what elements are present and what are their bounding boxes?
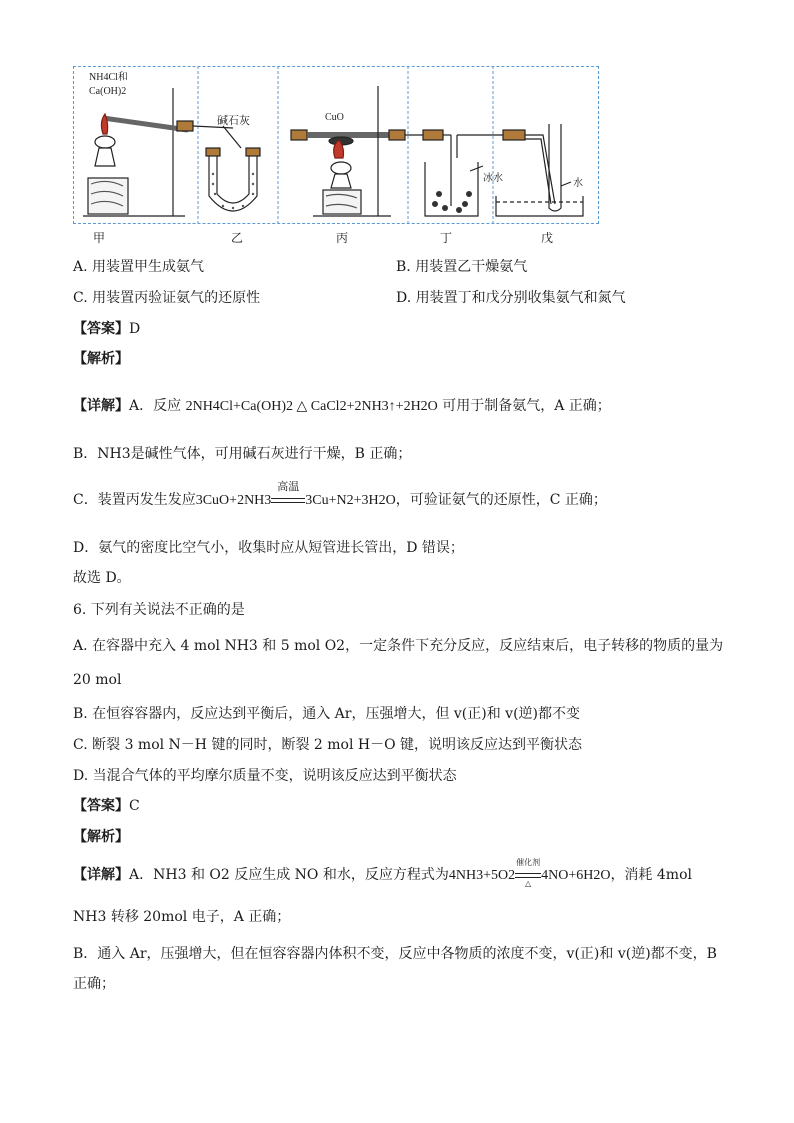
- q6-answer-line: [73, 795, 140, 815]
- label-lime: 碱石灰: [217, 114, 250, 127]
- answer-tag: 【答案】: [73, 798, 129, 814]
- apparatus-yi: [206, 126, 260, 211]
- q6-detail-b-line1: B．通入 Ar，压强增大，但在恒容容器内体积不变，反应中各物质的浓度不变，v(正)和 v(逆)都不变，B: [73, 946, 717, 962]
- label-nh4cl: NH4Cl和: [89, 72, 128, 83]
- q6-option-a-line1: A. 在容器中充入 4 mol NH3 和 5 mol O2，一定条件下充分反应，反应结束后，电子转移的物质的量为: [73, 638, 724, 654]
- q6-detail-a-pre: A．: [129, 867, 154, 883]
- q5-detail-c-pre: C．装置丙发生发应: [73, 492, 196, 508]
- q6-detail-a-line2: NH3 转移 20mol 电子，A 正确；: [73, 909, 291, 925]
- caption-bing: 丙: [336, 231, 349, 245]
- q6-option-d: D. 当混合气体的平均摩尔质量不变，说明该反应达到平衡状态: [73, 768, 457, 784]
- q6-detail-a-post: ，消耗 4mol: [610, 867, 692, 883]
- q6-detail-b-line2: 正确；: [73, 976, 115, 992]
- caption-jia: 甲: [93, 231, 106, 245]
- q6-option-c: C. 断裂 3 mol N－H 键的同时，断裂 2 mol H－O 键，说明该反应达到平衡状态: [73, 737, 583, 753]
- detail-tag: 【详解】: [73, 398, 129, 414]
- q6-option-a-line2: 20 mol: [73, 672, 122, 688]
- q5-detail-a-post: 可用于制备氨气，A 正确；: [442, 398, 611, 414]
- q5-option-a: A. 用装置甲生成氨气: [73, 259, 205, 275]
- q6-equation-left: 4NH3+5O2: [448, 868, 516, 883]
- q5-detail-c-post: ，可验证氨气的还原性，C 正确；: [395, 492, 607, 508]
- q6-equation-right: 4NO+6H2O: [541, 868, 611, 883]
- detail-tag: 【详解】: [73, 867, 129, 883]
- q5-answer: D: [129, 321, 141, 337]
- q6-stem: 6. 下列有关说法不正确的是: [73, 602, 245, 618]
- q5-detail-b: B．NH3是碱性气体，可用碱石灰进行干燥，B 正确；: [73, 446, 412, 462]
- q5-equation-c-right: 3Cu+N2+3H2O: [305, 493, 396, 508]
- q5-equation-a: 2NH4Cl+Ca(OH)2 △ CaCl2+2NH3↑+2H2O: [185, 399, 438, 414]
- q5-option-c: C. 用装置丙验证氨气的还原性: [73, 290, 261, 306]
- label-water: 水: [573, 178, 583, 189]
- q5-analysis-tag: 【解析】: [73, 351, 129, 367]
- q6-equation-condition-top: 催化剂: [516, 858, 541, 867]
- label-cuo: CuO: [325, 112, 344, 123]
- apparatus-bing: [291, 86, 405, 216]
- q6-analysis-tag: 【解析】: [73, 829, 129, 845]
- caption-wu: 戊: [541, 231, 554, 245]
- label-caoh2: Ca(OH)2: [89, 86, 127, 97]
- q5-equation-c-condition: 高温: [277, 480, 300, 493]
- q6-answer: C: [129, 798, 140, 814]
- q5-equation-c-left: 3CuO+2NH3: [195, 493, 272, 508]
- q5-option-b: B. 用装置乙干燥氨气: [396, 259, 528, 275]
- q5-detail-a-pre: A．反应: [129, 398, 182, 414]
- q5-answer-line: [73, 318, 140, 338]
- q5-equation-c-arrow: [271, 480, 305, 508]
- caption-ding: 丁: [440, 231, 453, 245]
- apparatus-wu: [496, 124, 583, 216]
- q5-detail-a: [73, 395, 611, 415]
- q6-detail-a-mid: NH3 和 O2 反应生成 NO 和水，反应方程式为: [153, 867, 449, 883]
- q5-detail-d: D．氨气的密度比空气小，收集时应从短管进长管出，D 错误；: [73, 540, 464, 556]
- answer-tag: 【答案】: [73, 321, 129, 337]
- apparatus-diagram: [73, 66, 599, 224]
- q5-choose: 故选 D。: [73, 570, 131, 586]
- q6-equation-arrow: [515, 858, 541, 888]
- q6-detail-a: [73, 858, 692, 888]
- q6-option-b: B. 在恒容容器内，反应达到平衡后，通入 Ar，压强增大，但 v(正)和 v(逆)都不变: [73, 706, 581, 722]
- caption-yi: 乙: [231, 231, 244, 245]
- q6-equation-condition-bottom: △: [525, 879, 532, 888]
- label-ice-water: 冰水: [483, 173, 503, 184]
- q5-detail-c: [73, 480, 607, 509]
- q5-option-d: D. 用装置丁和戊分别收集氨气和氮气: [396, 290, 626, 306]
